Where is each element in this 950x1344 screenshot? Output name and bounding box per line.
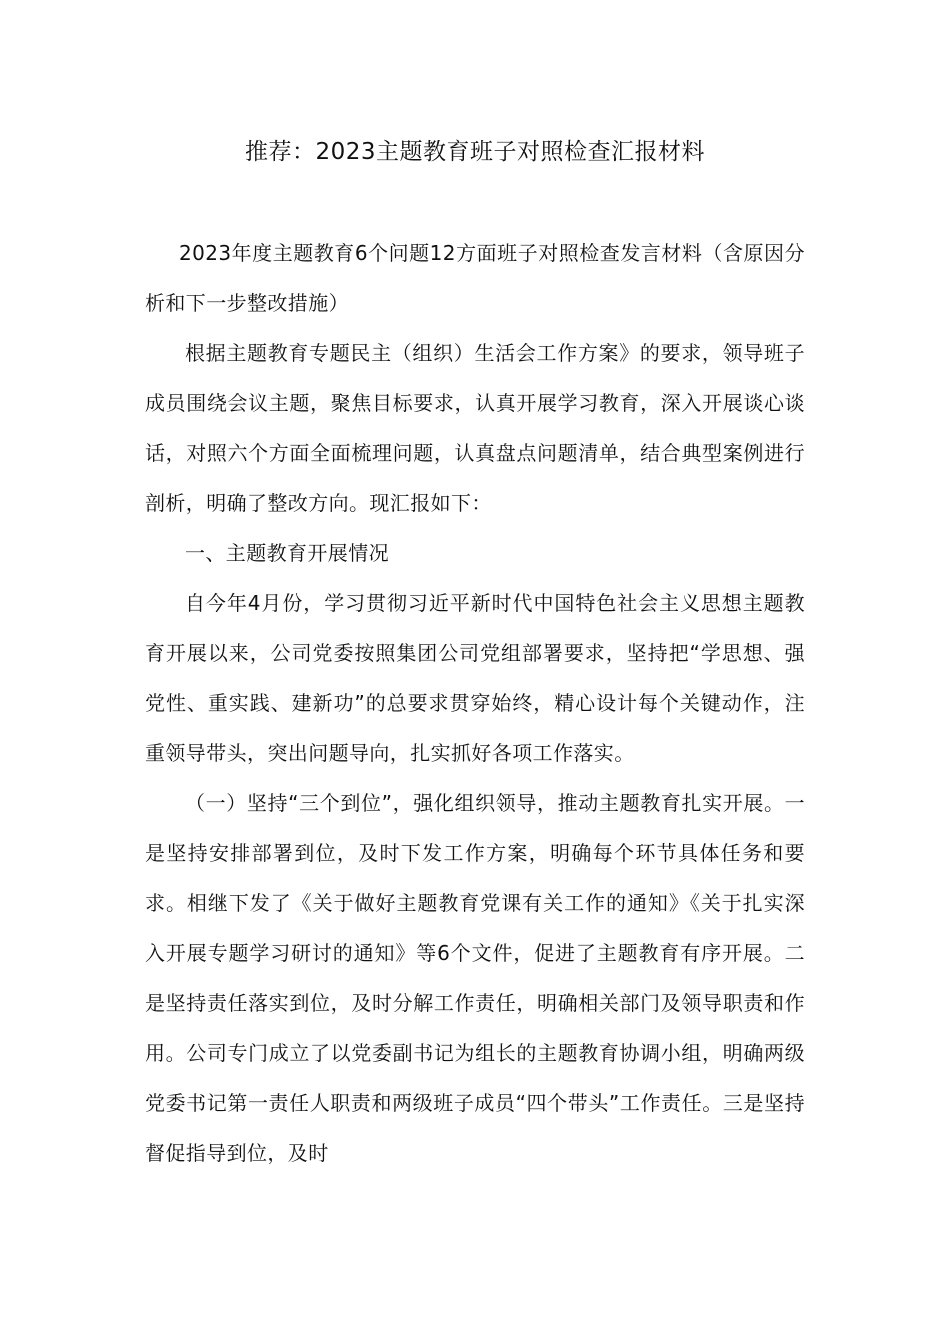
document-subtitle: 2023年度主题教育6个问题12方面班子对照检查发言材料（含原因分析和下一步整改措施）	[145, 241, 805, 315]
paragraph-subsection-1: （一）坚持“三个到位”，强化组织领导，推动主题教育扎实开展。一是坚持安排部署到位，及时下发工作方案，明确每个环节具体任务和要求。相继下发了《关于做好主题教育党课有关工作的通知》《关于扎实深入开展专题学习研讨的通知》等6个文件，促进了主题教育有序开展。二是坚持责任落实到位，及时分解工作责任，明确相关部门及领导职责和作用。公司专门成立了以党委副书记为组长的主题教育协调小组，明确两级党委书记第一责任人职责和两级班子成员“四个带头”工作责任。三是坚持督促指导到位，及时	[145, 791, 805, 1165]
document-body	[145, 228, 805, 1178]
document-title: 推荐：2023主题教育班子对照检查汇报材料	[244, 139, 706, 165]
paragraph-overview: 自今年4月份，学习贯彻习近平新时代中国特色社会主义思想主题教育开展以来，公司党委按照集团公司党组部署要求，坚持把“学思想、强党性、重实践、建新功”的总要求贯穿始终，精心设计每个关键动作，注重领导带头，突出问题导向，扎实抓好各项工作落实。	[145, 591, 805, 765]
paragraph-intro: 根据主题教育专题民主（组织）生活会工作方案》的要求，领导班子成员围绕会议主题，聚焦目标要求，认真开展学习教育，深入开展谈心谈话，对照六个方面全面梳理问题，认真盘点问题清单，结合典型案例进行剖析，明确了整改方向。现汇报如下：	[145, 341, 805, 515]
section-heading: 一、主题教育开展情况	[185, 541, 389, 565]
